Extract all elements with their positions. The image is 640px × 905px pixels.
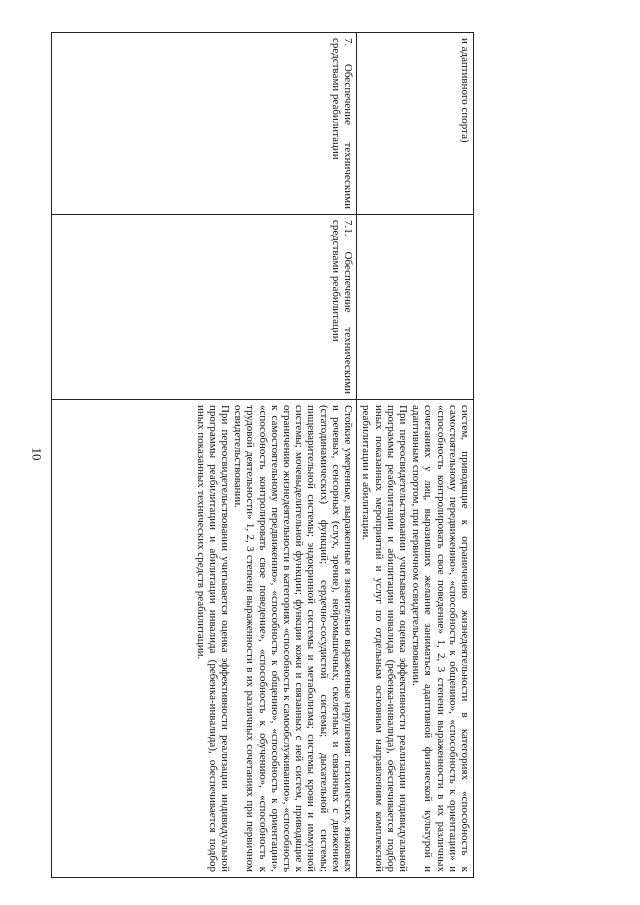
table-cell-subsection: 7.1. Обеспечение техническими средствами реабилитации: [52, 215, 357, 400]
table-cell-subsection: [357, 215, 474, 400]
rotated-page-content: [64, 32, 474, 877]
rehabilitation-table: [51, 32, 474, 878]
table-cell-section: и адаптивного спорта): [357, 33, 474, 215]
criteria-paragraph: При переосвидетельствовании учитывается оценка эффективности реализации индивидуальной программы реабилитации и абилитации инвалида (ребенка-инвалида), обеспечивается подбор иных показанных мероприятий и услуг по отдельным основным направлениям комплексной реабилитации и абилитации.: [360, 405, 409, 872]
table-cell-criteria: [357, 400, 474, 878]
table-cell-criteria: [52, 400, 357, 878]
criteria-paragraph: систем, приводящие к ограничению жизнедеятельности в категориях «способность к самостоятельному передвижению», «способность к общению», «способность к ориентации» и «способность контролировать свое поведение» 1, 2, 3 степени выраженности в их различных сочетаниях у лиц, выразивших желание заниматься адаптивной физической культурой и адаптивным спортом, при первичном освидетельствовании.: [410, 405, 471, 872]
page-number: 10: [29, 447, 45, 461]
criteria-paragraph: Стойкие умеренные, выраженные и значительно выраженные нарушения: психических, языковых и речевых, сенсорных (слух, зрение), нейромышечных, скелетных и связанных с движением (статодинамических) функций; сердечно-сосудистой системы; дыхательной системы; пищеварительной системы; эндокринной системы и метаболизма; системы крови и иммунной системы; мочевыделительной функции; функции кожи и связанных с ней систем, приводящие к ограничению жизнедеятельности в категориях «способность к самообслуживанию», «способность к самостоятельному передвижению», «способность к общению», «способность к ориентации», «способность контролировать свое поведение», «способность к обучению», «способность к трудовой деятельности» 1, 2, 3 степени выраженности в их различных сочетаниях при первичном освидетельствовании.: [232, 405, 354, 872]
table-row: [52, 33, 357, 878]
table-cell-section: 7. Обеспечение техническими средствами реабилитации: [52, 33, 357, 215]
table-row: [357, 33, 474, 878]
criteria-paragraph: При переосвидетельствовании учитывается оценка эффективности реализации индивидуальной программы реабилитации и абилитации инвалида (ребенка-инвалида), обеспечивается подбор иных показанных технических средств реабилитации.: [194, 405, 231, 872]
